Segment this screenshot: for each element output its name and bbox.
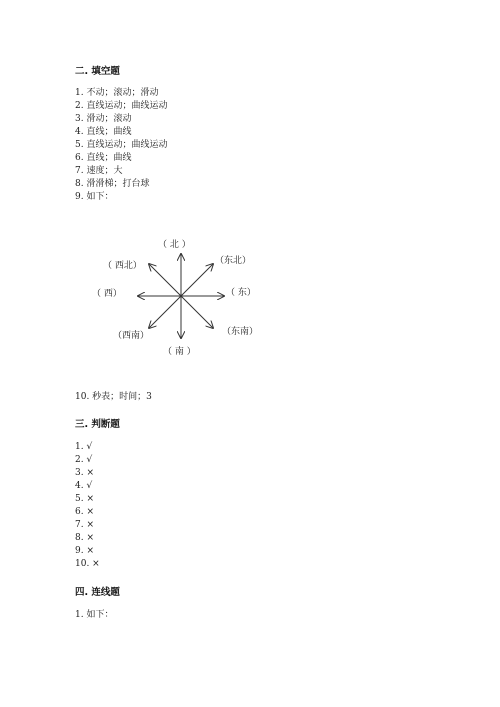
label-southwest: （西南） — [113, 331, 150, 341]
answer-line-10: 10. 秒表；时间；3 — [75, 392, 152, 402]
judge-line-8: 8. × — [75, 533, 94, 543]
answer-line-3: 3. 滑动；滚动 — [75, 114, 132, 124]
answer-line-6: 6. 直线；曲线 — [75, 153, 132, 163]
label-north: （ 北 ） — [158, 240, 191, 250]
section-title-true-false: 三. 判断题 — [75, 419, 120, 430]
label-south: （ 南 ） — [163, 347, 196, 357]
answer-line-5: 5. 直线运动；曲线运动 — [75, 140, 168, 150]
judge-line-10: 10. × — [75, 559, 100, 569]
judge-line-5: 5. × — [75, 494, 94, 504]
matching-line-1: 1. 如下： — [75, 610, 114, 620]
answer-line-1: 1. 不动；滚动；滑动 — [75, 88, 159, 98]
answer-line-2: 2. 直线运动；曲线运动 — [75, 101, 168, 111]
judge-line-7: 7. × — [75, 520, 94, 530]
label-east: （ 东） — [226, 288, 256, 298]
label-northeast: （东北） — [215, 256, 252, 266]
label-southeast: （东南） — [222, 327, 259, 337]
section-title-matching: 四. 连线题 — [75, 587, 120, 598]
judge-line-9: 9. × — [75, 546, 94, 556]
arrow-southeast — [181, 296, 213, 328]
judge-line-6: 6. × — [75, 507, 94, 517]
arrow-northeast — [181, 264, 213, 296]
judge-line-1: 1. √ — [75, 442, 93, 452]
label-west: （ 西） — [92, 289, 122, 299]
arrow-southwest — [149, 296, 181, 328]
judge-line-2: 2. √ — [75, 455, 93, 465]
arrow-northwest — [149, 264, 181, 296]
section-title-fill-blanks: 二. 填空题 — [75, 66, 120, 77]
answer-line-8: 8. 滑滑梯；打台球 — [75, 179, 150, 189]
judge-line-3: 3. × — [75, 468, 94, 478]
judge-line-4: 4. √ — [75, 481, 93, 491]
label-northwest: （ 西北） — [103, 261, 142, 271]
answer-line-4: 4. 直线；曲线 — [75, 127, 132, 137]
answer-line-7: 7. 速度；大 — [75, 166, 123, 176]
answer-line-9: 9. 如下： — [75, 192, 114, 202]
